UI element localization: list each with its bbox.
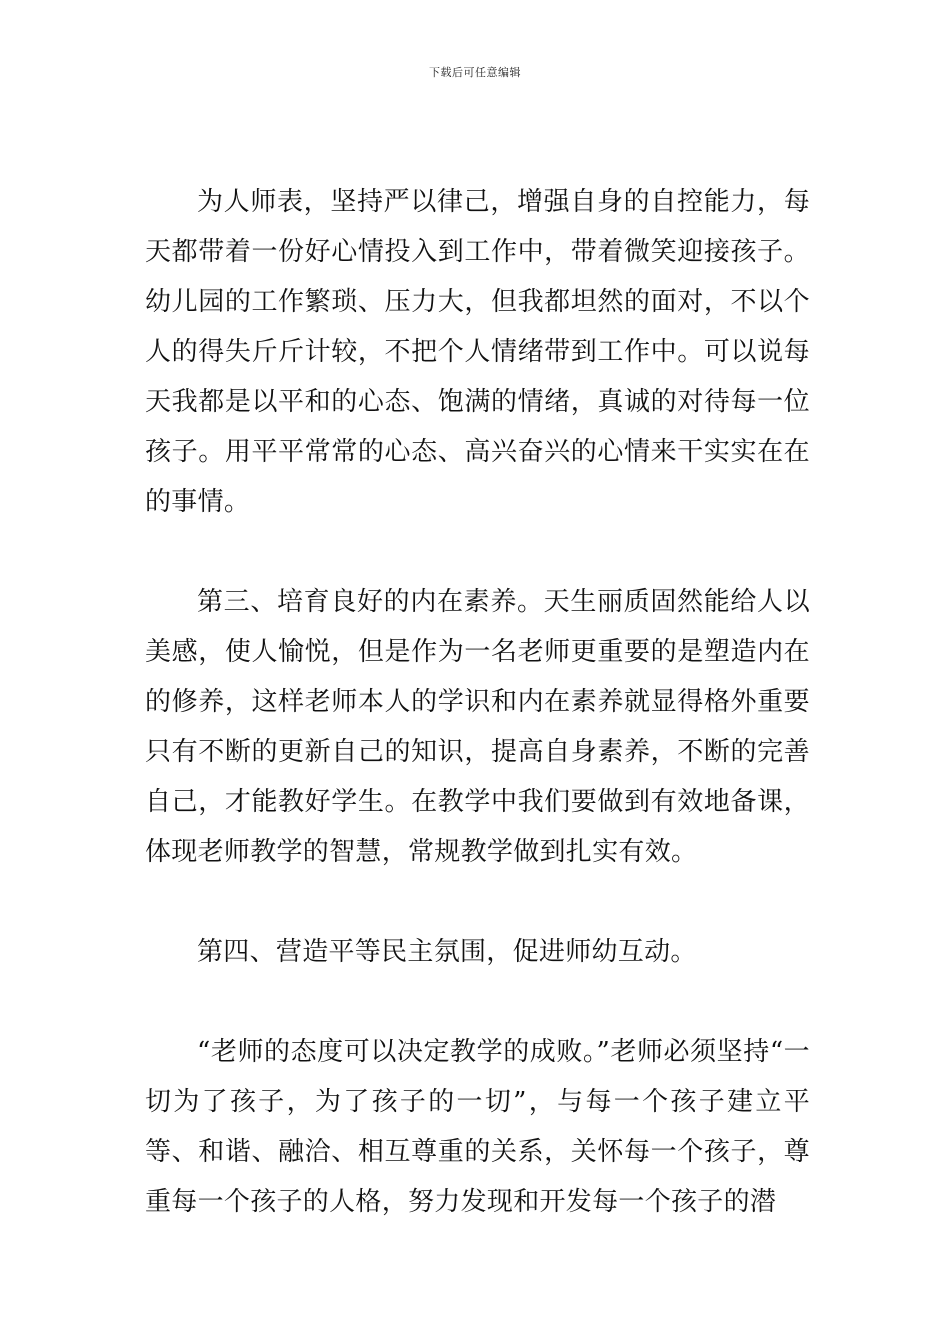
paragraph-third: 第三、培育良好的内在素养。天生丽质固然能给人以美感，使人愉悦，但是作为一名老师更重要的是塑造内在的修养，这样老师本人的学识和内在素养就显得格外重要只有不断的更新自己的知识，提高自身素养，不断的完善自己，才能教好学生。在教学中我们要做到有效地备课，体现老师教学的智慧，常规教学做到扎实有效。	[145, 587, 810, 867]
paragraph-attitude: “老师的态度可以决定教学的成败。”老师必须坚持“一切为了孩子，为了孩子的一切”，与每一个孩子建立平等、和谐、融洽、相互尊重的关系，关怀每一个孩子，尊重每一个孩子的人格，努力发现和开发每一个孩子的潜	[145, 1037, 810, 1217]
paragraph-gap	[145, 977, 810, 1027]
paragraph-gap	[145, 527, 810, 577]
paragraph-conduct: 为人师表，坚持严以律己，增强自身的自控能力，每天都带着一份好心情投入到工作中，带着微笑迎接孩子。幼儿园的工作繁琐、压力大，但我都坦然的面对，不以个人的得失斤斤计较，不把个人情绪带到工作中。可以说每天我都是以平和的心态、饱满的情绪，真诚的对待每一位孩子。用平平常常的心态、高兴奋兴的心情来干实实在在的事情。	[145, 187, 810, 517]
paragraph-gap	[145, 877, 810, 927]
paragraph-fourth-heading: 第四、营造平等民主氛围，促进师幼互动。	[197, 937, 697, 967]
document-body	[145, 177, 810, 1227]
header-note: 下载后可任意编辑	[429, 66, 521, 79]
